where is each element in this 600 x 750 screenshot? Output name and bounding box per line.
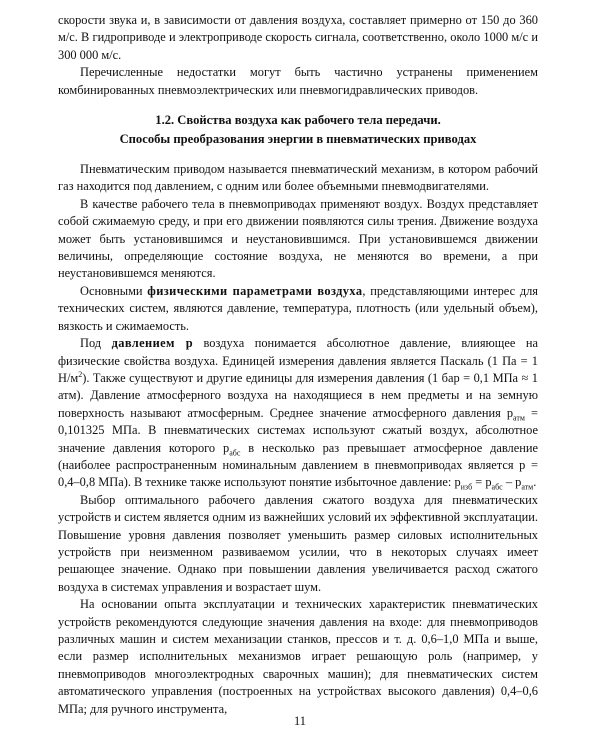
text-run: Основными: [80, 283, 148, 298]
text-run: Под: [80, 336, 112, 351]
superscript: 2: [78, 369, 83, 379]
paragraph-working-medium: В качестве рабочего тела в пневмоприводах применяют воздух. Воздух представляет собой сжимаемую среду, и при его движении появляются силы трения. Движение воздуха может быть установившимся и неустановившимся. При установившемся движении величины, определяющие состояние воздуха, не меняются во времени, а при неустановившемся меняются.: [58, 196, 538, 281]
subscript: абс: [229, 448, 241, 457]
text-run: ). Также существуют и другие единицы для измерения давления (1 бар = 0,1 МПа ≈ 1 атм). Давление атмосферного воздуха на находящиеся в нем предметы и на земную поверхность называют атмосферным. Среднее значение атмосферного давления p: [58, 370, 538, 420]
text-run: , представляющими интерес для технических систем, являются давление, температура, плотность (или удельный объем), вязкость и сжимаемость.: [58, 283, 539, 333]
text-run: = 0,101325 МПа. В пневматических системах используют сжатый воздух, абсолютное значение давления которого p: [58, 405, 538, 455]
emphasis-term: физическими параметрами воздуха: [147, 283, 363, 298]
paragraph-recommended-values: На основании опыта эксплуатации и технических характеристик пневматических устройств рекомендуются следующие значения давления на входе: для пневмоприводов различных машин и систем механизации станков, прессов и т. д. 0,6–1,0 МПа и выше, если размер исполнительных механизмов играет решающую роль (например, у пневмоприводов многоэлектродных сварочных машин); для пневматических систем автоматического управления (построенных на устройствах высокого давления) 0,4–0,6 МПа; для ручного инструмента,: [58, 597, 538, 716]
text-run: воздуха понимается абсолютное давление, влияющее на физические свойства воздуха. Единицей измерения давления является Паскаль (1 Па = 1 Н/м: [58, 336, 538, 385]
section-heading-line1: 1.2. Свойства воздуха как рабочего тела передачи.: [155, 113, 441, 128]
text-run: в несколько раз превышает атмосферное давление (наиболее распространенным номинальным давлением в пневмоприводах является p = 0,4–0,8 МПа). В технике также используют понятие избыточное давление: p: [58, 440, 538, 490]
subscript: абс: [491, 482, 503, 492]
page-body: [58, 12, 538, 718]
paragraph-continued: скорости звука и, в зависимости от давления воздуха, составляет примерно от 150 до 360 м/с. В гидроприводе и электроприводе скорость сигнала, соответственно, около 1000 м/с и 300 000 м/с.: [58, 13, 538, 62]
text-run: = p: [472, 475, 492, 490]
emphasis-term: давлением p: [111, 336, 194, 351]
paragraph-definition: Пневматическим приводом называется пневматический механизм, в котором рабочий газ находится под давлением, с одним или более объемными пневмодвигателями.: [58, 162, 538, 194]
section-heading: [58, 111, 538, 149]
text-run: .: [533, 475, 537, 490]
paragraph-drawbacks: Перечисленные недостатки могут быть частично устранены применением комбинированных пневмоэлектрических или пневмогидравлических приводов.: [58, 65, 538, 97]
section-heading-line2: Способы преобразования энергии в пневматических приводах: [119, 132, 477, 147]
subscript: атм: [513, 413, 525, 423]
paragraph-optimal-pressure: Выбор оптимального рабочего давления сжатого воздуха для пневматических устройств и систем является одним из важнейших условий их эффективной эксплуатации. Повышение уровня давления позволяет уменьшить размер силовых исполнительных устройств при неизменном развиваемом усилии, что в некоторых случаях имеет решающее значение. Однако при повышении давления увеличивается расход сжатого воздуха в системах управления и возрастает шум.: [58, 492, 538, 594]
text-run: – p: [502, 475, 522, 490]
paragraph-physical-parameters: [58, 283, 538, 335]
subscript: изб: [460, 482, 473, 492]
subscript: атм: [521, 482, 534, 492]
page-number: 11: [294, 714, 306, 728]
paragraph-pressure: [58, 335, 538, 492]
